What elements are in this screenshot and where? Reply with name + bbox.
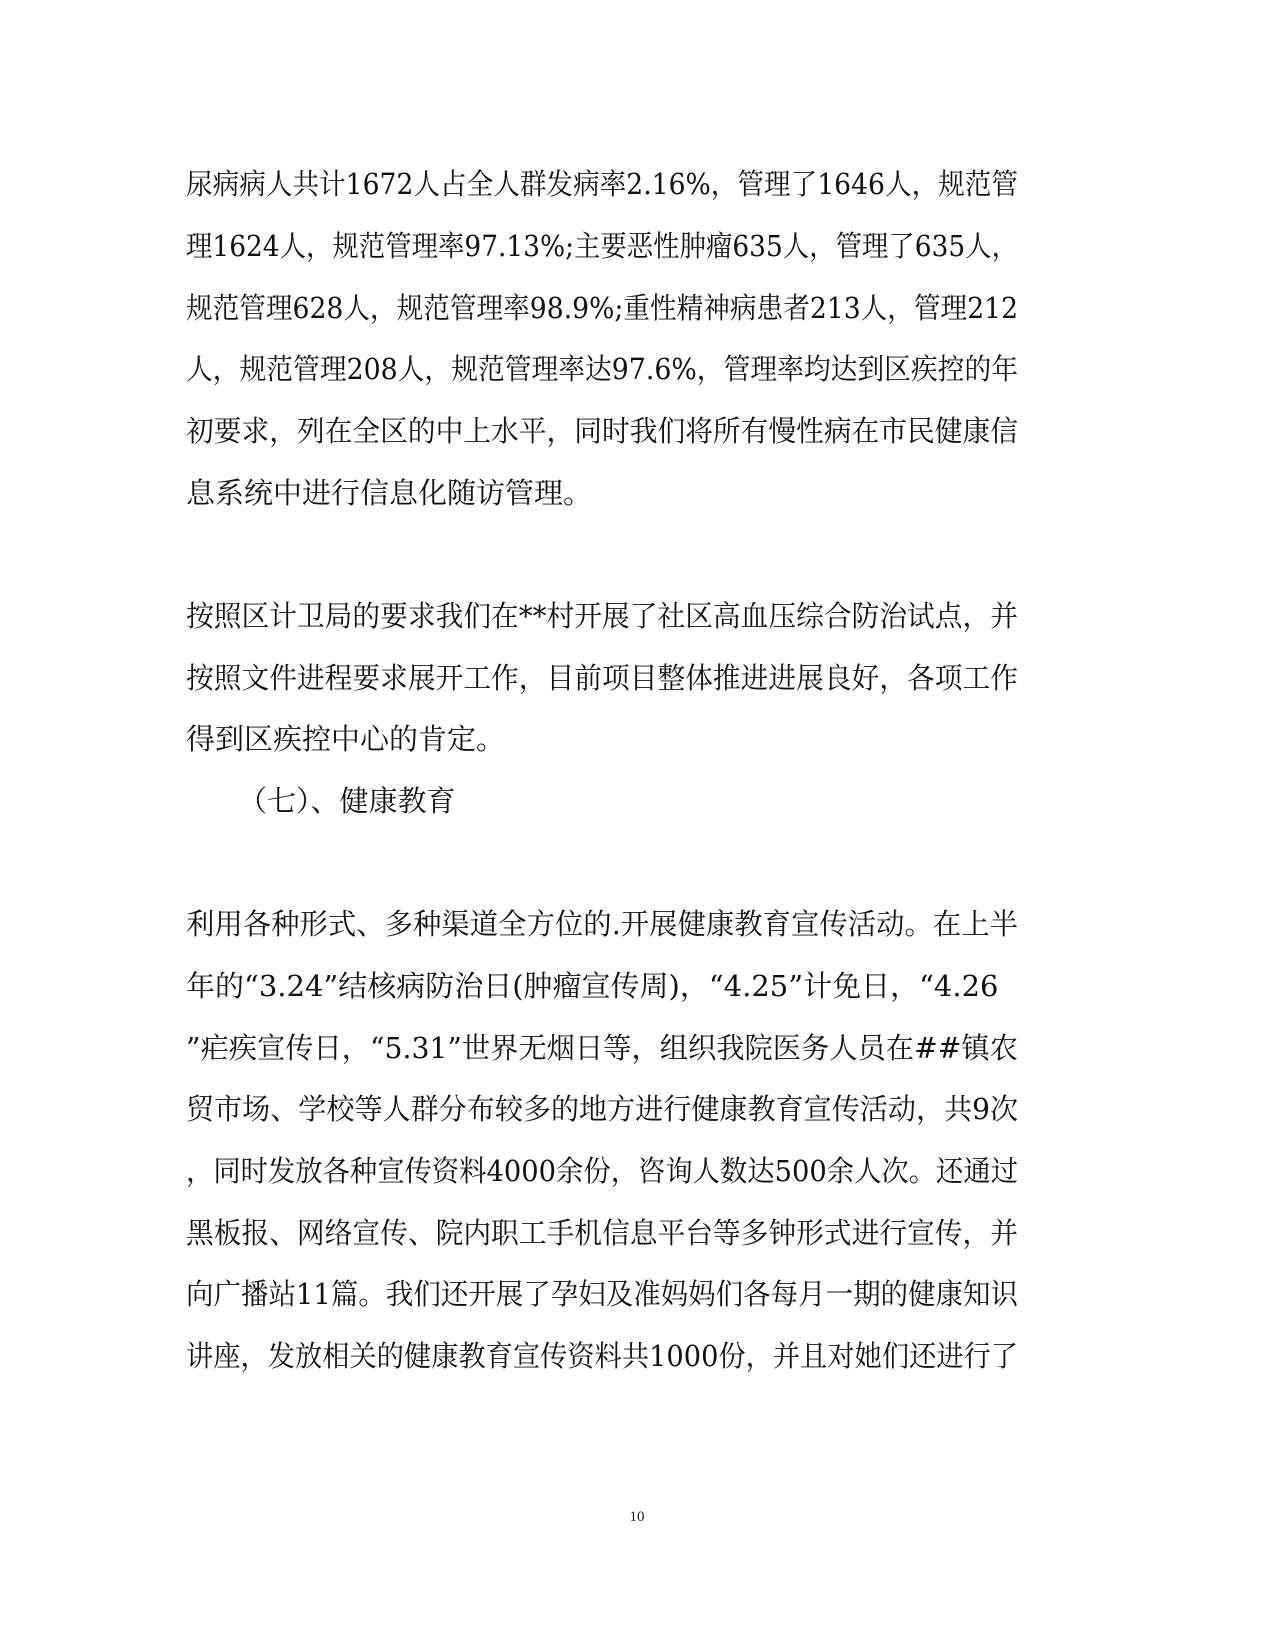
text-line-content: 尿病病人共计1672人占全人群发病率2.16%，管理了1646人，规范管 (186, 167, 1019, 201)
text-line-content: ”疟疾宣传日，“5.31”世界无烟日等，组织我院医务人员在##镇农 (186, 1031, 1018, 1065)
text-line-content: 按照文件进程要求展开工作，目前项目整体推进进展良好，各项工作 (186, 661, 1018, 695)
text-line-content: 人，规范管理208人，规范管理率达97.6%，管理率均达到区疾控的年 (186, 352, 1018, 386)
text-line-content: 息系统中进行信息化随访管理。 (186, 476, 593, 510)
text-line (0, 1338, 1274, 1446)
page-number: 10 (629, 1509, 645, 1525)
text-line-content: 向广播站11篇。我们还开展了孕妇及准妈妈们各每月一期的健康知识 (186, 1277, 1018, 1311)
text-line-content: 规范管理628人，规范管理率98.9%;重性精神病患者213人，管理212 (186, 291, 1019, 325)
text-line-content: ，同时发放各种宣传资料4000余份，咨询人数达500余人次。还通过 (186, 1154, 1019, 1188)
text-line-content: 讲座，发放相关的健康教育宣传资料共1000份，并且对她们还进行了 (186, 1339, 1019, 1373)
text-line-content: 初要求，列在全区的中上水平，同时我们将所有慢性病在市民健康信 (186, 414, 1018, 448)
text-line-content: 得到区疾控中心的肯定。 (186, 722, 506, 756)
text-line-content: 按照区计卫局的要求我们在**村开展了社区高血压综合防治试点，并 (186, 599, 1018, 633)
text-line-content: 黑板报、网络宣传、院内职工手机信息平台等多钟形式进行宣传，并 (186, 1216, 1018, 1250)
section-heading (0, 783, 1274, 891)
text-line-content: 理1624人，规范管理率97.13%;主要恶性肿瘤635人，管理了635人， (186, 229, 1018, 263)
text-line-content: 年的“3.24”结核病防治日(肿瘤宣传周)，“4.25”计免日，“4.26 (186, 969, 999, 1003)
section-heading-text: （七）、健康教育 (238, 784, 456, 818)
text-line-content: 利用各种形式、多种渠道全方位的.开展健康教育宣传活动。在上半 (186, 907, 1019, 941)
text-line (0, 475, 1274, 583)
text-line-content: 贸市场、学校等人群分布较多的地方进行健康教育宣传活动，共9次 (186, 1092, 1019, 1126)
